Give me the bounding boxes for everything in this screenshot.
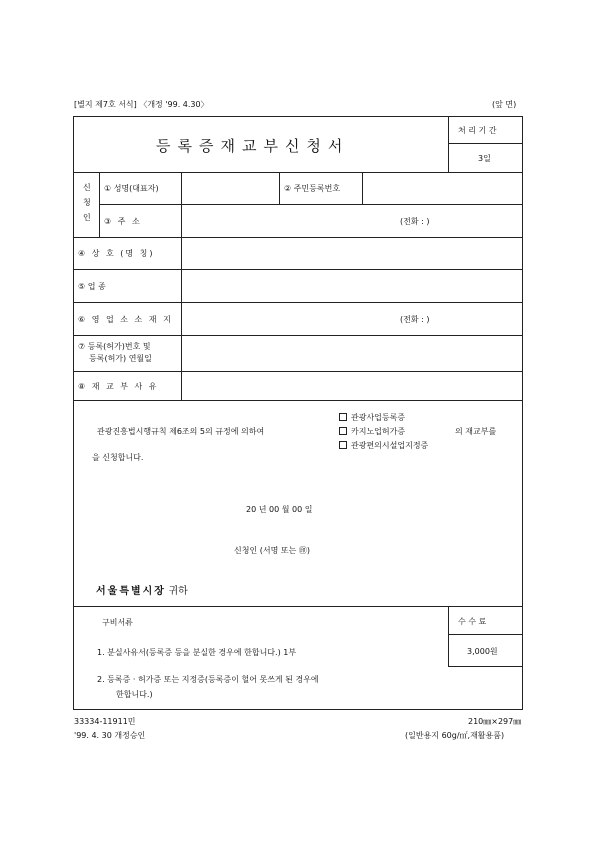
name-label: ① 성명(대표자) bbox=[104, 184, 159, 193]
paper-size: 210㎜×297㎜ bbox=[468, 717, 522, 726]
checkbox[interactable] bbox=[339, 413, 347, 421]
column-divider bbox=[279, 172, 280, 204]
paper-spec: (일반용지 60g/㎡,재활용품) bbox=[405, 731, 505, 740]
reissue-reason-label: ⑧ 재 교 부 사 유 bbox=[78, 382, 159, 391]
divider bbox=[448, 143, 523, 144]
fee-value: 3,000원 bbox=[467, 647, 498, 656]
approval-date: '99. 4. 30 개정승인 bbox=[74, 731, 146, 740]
option-casino-license[interactable]: 카지노업허가증 bbox=[339, 426, 405, 437]
column-divider bbox=[99, 172, 100, 237]
resident-number-label: ② 주민등록번호 bbox=[284, 184, 341, 193]
regulation-statement: 관광진흥법시행규칙 제6조의 5의 규정에 의하여 bbox=[97, 427, 265, 436]
address-field[interactable] bbox=[188, 208, 396, 233]
business-type-label: ⑤ 업 종 bbox=[78, 282, 106, 291]
required-document-2: 2. 등록증 · 허가증 또는 지정증(등록증이 헐어 못쓰게 된 경우에 bbox=[97, 675, 319, 684]
form-number: [별지 제7호 서식] 〈개정 '99. 4.30〉 bbox=[74, 100, 209, 109]
business-type-field[interactable] bbox=[188, 273, 518, 298]
request-text: 을 신청합니다. bbox=[92, 453, 144, 462]
business-location-phone: (전화 : ) bbox=[400, 315, 430, 324]
option-tourism-business[interactable]: 관광사업등록증 bbox=[339, 412, 405, 423]
row-divider bbox=[73, 302, 523, 303]
page-side-label: (앞 면) bbox=[492, 100, 517, 109]
option-tourism-facility[interactable]: 관광편의시설업지정증 bbox=[339, 440, 428, 451]
fee-label: 수 수 료 bbox=[458, 617, 487, 626]
resident-number-field[interactable] bbox=[366, 176, 518, 201]
reissue-suffix: 의 재교부를 bbox=[455, 427, 497, 436]
form-code: 33334-11911민 bbox=[74, 717, 136, 726]
row-divider bbox=[99, 204, 523, 205]
registration-number-label: ⑦ 등록(허가)번호 및 bbox=[78, 342, 151, 351]
row-divider bbox=[73, 237, 523, 238]
registration-number-field[interactable] bbox=[188, 339, 518, 367]
row-divider bbox=[73, 172, 523, 173]
applicant-signature: 신청인 (서명 또는 ㊞) bbox=[234, 546, 310, 555]
column-divider bbox=[362, 172, 363, 204]
address-label: ③ 주 소 bbox=[104, 217, 142, 226]
row-divider bbox=[73, 606, 523, 607]
column-divider bbox=[448, 606, 449, 666]
processing-period-value: 3일 bbox=[478, 154, 491, 163]
required-document-1: 1. 분실사유서(등록증 등을 분실한 경우에 한합니다.) 1부 bbox=[97, 648, 297, 657]
column-divider bbox=[181, 172, 182, 400]
form-title: 등록증재교부신청서 bbox=[156, 137, 350, 155]
divider bbox=[448, 634, 523, 635]
checkbox[interactable] bbox=[339, 441, 347, 449]
row-divider bbox=[73, 371, 523, 372]
row-divider bbox=[73, 400, 523, 401]
checkbox[interactable] bbox=[339, 427, 347, 435]
business-location-field[interactable] bbox=[188, 306, 396, 331]
application-date: 20 년 00 월 00 일 bbox=[246, 505, 313, 514]
trade-name-field[interactable] bbox=[188, 241, 518, 266]
form-frame bbox=[73, 116, 523, 710]
row-divider bbox=[73, 335, 523, 336]
registration-date-label: 등록(허가) 연월일 bbox=[89, 354, 152, 363]
applicant-group-label: 신 청 인 bbox=[83, 183, 91, 222]
divider bbox=[448, 666, 523, 667]
divider bbox=[448, 116, 449, 172]
address-phone: (전화 : ) bbox=[400, 217, 430, 226]
name-field[interactable] bbox=[188, 176, 276, 201]
row-divider bbox=[73, 269, 523, 270]
trade-name-label: ④ 상 호 (명 칭) bbox=[78, 249, 155, 258]
processing-period-label: 처 리 기 간 bbox=[458, 126, 497, 135]
reissue-reason-field[interactable] bbox=[188, 375, 518, 397]
addressee: 서울특별시장 귀하 bbox=[96, 586, 188, 597]
business-location-label: ⑥ 영 업 소 소 재 지 bbox=[78, 315, 173, 324]
required-document-2-cont: 한합니다.) bbox=[116, 690, 153, 699]
required-documents-title: 구비서류 bbox=[102, 618, 133, 627]
